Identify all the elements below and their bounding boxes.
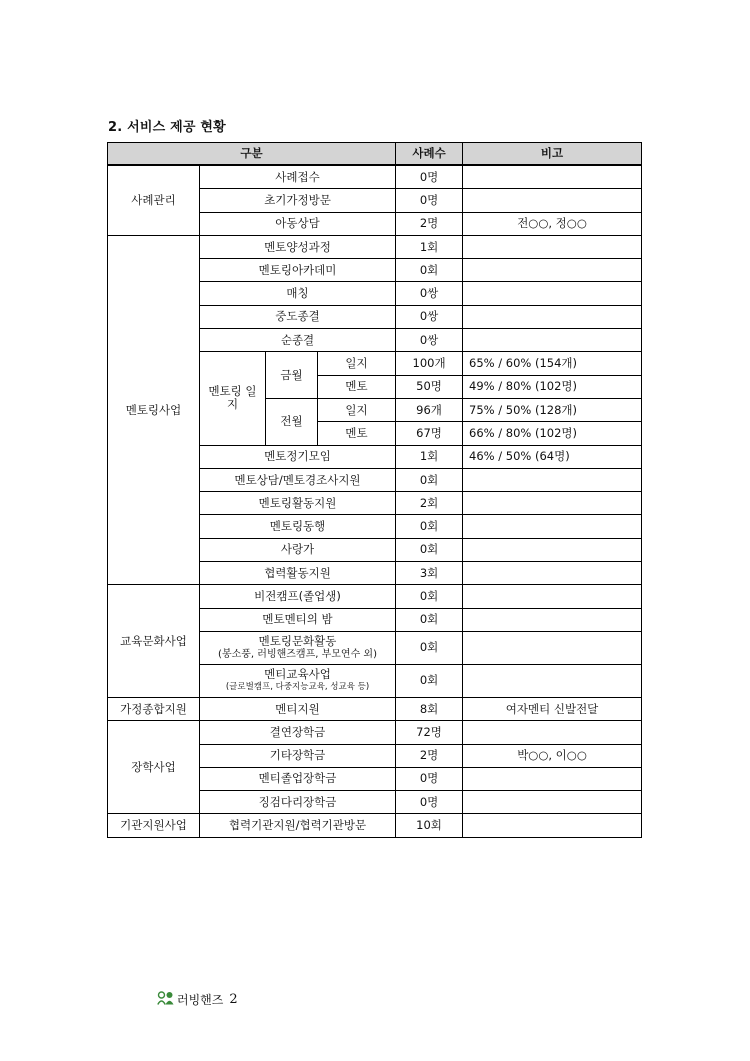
two-people-icon bbox=[157, 990, 175, 1009]
item-label: 징검다리장학금 bbox=[200, 791, 396, 814]
count-cell: 2명 bbox=[396, 212, 463, 235]
note-cell: 46% / 50% (64명) bbox=[463, 445, 642, 468]
item-label: 결연장학금 bbox=[200, 721, 396, 744]
table-row bbox=[108, 165, 642, 189]
note-cell: 65% / 60% (154개) bbox=[463, 352, 642, 375]
note-cell bbox=[463, 235, 642, 258]
count-cell: 8회 bbox=[396, 697, 463, 720]
count-cell: 2명 bbox=[396, 744, 463, 767]
note-cell: 전○○, 정○○ bbox=[463, 212, 642, 235]
item-label: 기타장학금 bbox=[200, 744, 396, 767]
item-label: 중도종결 bbox=[200, 305, 396, 328]
note-cell: 75% / 50% (128개) bbox=[463, 398, 642, 421]
group-label: 기관지원사업 bbox=[108, 814, 200, 837]
count-cell: 0회 bbox=[396, 585, 463, 608]
header-note: 비고 bbox=[463, 143, 642, 166]
header-count: 사례수 bbox=[396, 143, 463, 166]
page-number: 2 bbox=[229, 992, 238, 1007]
count-cell: 0명 bbox=[396, 767, 463, 790]
brand-name: 러빙핸즈 bbox=[177, 993, 224, 1007]
note-cell bbox=[463, 814, 642, 837]
service-table bbox=[107, 142, 642, 838]
note-cell bbox=[463, 585, 642, 608]
item-label: 초기가정방문 bbox=[200, 189, 396, 212]
count-cell: 96개 bbox=[396, 398, 463, 421]
count-cell: 0회 bbox=[396, 608, 463, 631]
item-label: 멘토 bbox=[318, 375, 396, 398]
note-cell bbox=[463, 165, 642, 189]
page-footer bbox=[157, 990, 238, 1009]
group-label: 사례관리 bbox=[108, 165, 200, 235]
count-cell: 0명 bbox=[396, 165, 463, 189]
item-label: 아동상담 bbox=[200, 212, 396, 235]
item-label-multiline bbox=[200, 631, 396, 664]
table-row bbox=[108, 585, 642, 608]
item-label: 멘토링활동지원 bbox=[200, 492, 396, 515]
item-label: 멘티지원 bbox=[200, 697, 396, 720]
count-cell: 0회 bbox=[396, 538, 463, 561]
note-cell: 여자멘티 신발전달 bbox=[463, 697, 642, 720]
item-label: 멘토링아카데미 bbox=[200, 259, 396, 282]
table-header-row bbox=[108, 143, 642, 166]
item-label: 멘토상담/멘토경조사지원 bbox=[200, 468, 396, 491]
item-sublabel: (글로벌캠프, 다중지능교육, 성교육 등) bbox=[225, 681, 370, 692]
note-cell bbox=[463, 767, 642, 790]
item-label: 일지 bbox=[318, 398, 396, 421]
note-cell bbox=[463, 305, 642, 328]
note-cell bbox=[463, 282, 642, 305]
count-cell: 1회 bbox=[396, 235, 463, 258]
item-label: 멘토링동행 bbox=[200, 515, 396, 538]
month-current-label: 금월 bbox=[266, 352, 318, 399]
note-cell bbox=[463, 468, 642, 491]
group-label: 가정종합지원 bbox=[108, 697, 200, 720]
item-label: 협력기관지원/협력기관방문 bbox=[200, 814, 396, 837]
group-label: 멘토링사업 bbox=[108, 235, 200, 584]
count-cell: 1회 bbox=[396, 445, 463, 468]
count-cell: 0회 bbox=[396, 664, 463, 697]
note-cell bbox=[463, 721, 642, 744]
count-cell: 2회 bbox=[396, 492, 463, 515]
note-cell: 박○○, 이○○ bbox=[463, 744, 642, 767]
note-cell bbox=[463, 329, 642, 352]
count-cell: 0쌍 bbox=[396, 305, 463, 328]
table-row bbox=[108, 235, 642, 258]
count-cell: 0쌍 bbox=[396, 329, 463, 352]
item-sublabel: (봉소풍, 러빙핸즈캠프, 부모연수 외) bbox=[218, 648, 377, 660]
note-cell bbox=[463, 664, 642, 697]
count-cell: 100개 bbox=[396, 352, 463, 375]
note-cell bbox=[463, 631, 642, 664]
item-label: 멘티교육사업 bbox=[264, 666, 331, 681]
count-cell: 50명 bbox=[396, 375, 463, 398]
count-cell: 0회 bbox=[396, 259, 463, 282]
header-category: 구분 bbox=[108, 143, 396, 166]
item-label: 멘토양성과정 bbox=[200, 235, 396, 258]
note-cell bbox=[463, 492, 642, 515]
item-label: 사랑가 bbox=[200, 538, 396, 561]
note-cell bbox=[463, 791, 642, 814]
item-label: 멘토 bbox=[318, 422, 396, 445]
item-label: 멘토링문화활동 bbox=[258, 633, 337, 648]
month-previous-label: 전월 bbox=[266, 398, 318, 445]
item-label: 비전캠프(졸업생) bbox=[200, 585, 396, 608]
item-label: 멘토멘티의 밤 bbox=[200, 608, 396, 631]
note-cell bbox=[463, 538, 642, 561]
count-cell: 3회 bbox=[396, 562, 463, 585]
table-row bbox=[108, 697, 642, 720]
count-cell: 0명 bbox=[396, 189, 463, 212]
item-label: 멘티졸업장학금 bbox=[200, 767, 396, 790]
note-cell bbox=[463, 189, 642, 212]
count-cell: 0회 bbox=[396, 631, 463, 664]
item-label: 매칭 bbox=[200, 282, 396, 305]
table-row bbox=[108, 814, 642, 837]
item-label-multiline bbox=[200, 664, 396, 697]
table-row bbox=[108, 721, 642, 744]
note-cell: 49% / 80% (102명) bbox=[463, 375, 642, 398]
count-cell: 0회 bbox=[396, 468, 463, 491]
note-cell bbox=[463, 562, 642, 585]
count-cell: 10회 bbox=[396, 814, 463, 837]
count-cell: 72명 bbox=[396, 721, 463, 744]
item-label: 협력활동지원 bbox=[200, 562, 396, 585]
note-cell bbox=[463, 259, 642, 282]
group-label: 장학사업 bbox=[108, 721, 200, 814]
note-cell: 66% / 80% (102명) bbox=[463, 422, 642, 445]
count-cell: 0쌍 bbox=[396, 282, 463, 305]
group-label: 교육문화사업 bbox=[108, 585, 200, 698]
count-cell: 0회 bbox=[396, 515, 463, 538]
count-cell: 67명 bbox=[396, 422, 463, 445]
log-label: 멘토링 일지 bbox=[200, 352, 266, 445]
item-label: 사례접수 bbox=[200, 165, 396, 189]
item-label: 순종결 bbox=[200, 329, 396, 352]
note-cell bbox=[463, 515, 642, 538]
item-label: 멘토정기모임 bbox=[200, 445, 396, 468]
item-label: 일지 bbox=[318, 352, 396, 375]
count-cell: 0명 bbox=[396, 791, 463, 814]
section-title: 2. 서비스 제공 현황 bbox=[108, 120, 226, 135]
note-cell bbox=[463, 608, 642, 631]
